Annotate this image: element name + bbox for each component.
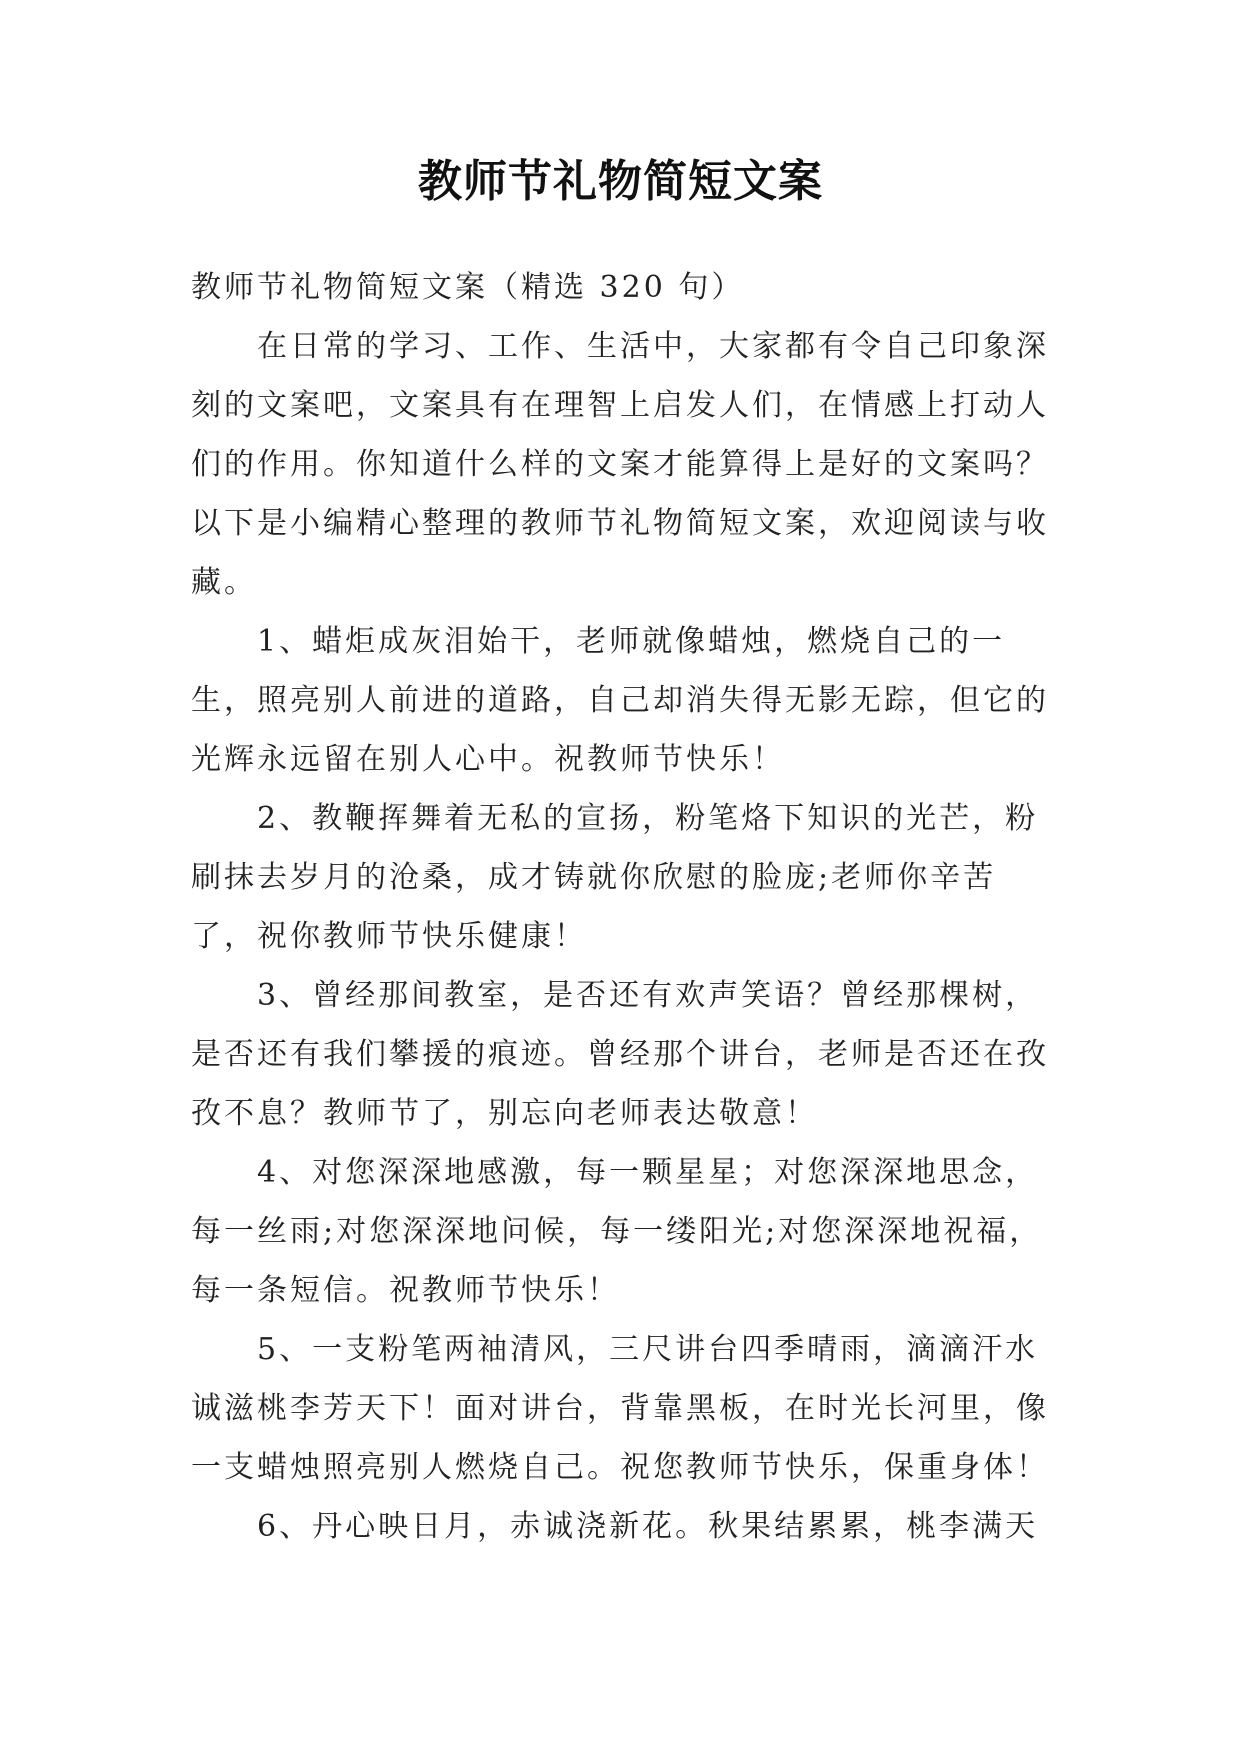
paragraph-item-6: 6、丹心映日月，赤诚浇新花。秋果结累累，桃李满天 [257,1509,1039,1544]
intro-paragraph: 在日常的学习、工作、生活中，大家都有令自己印象深刻的文案吧，文案具有在理智上启发人们，在情感上打动人们的作用。你知道什么样的文案才能算得上是好的文案吗？以下是小编精心整理的教师节礼物简短文案，欢迎阅读与收藏。 [191,329,1049,600]
paragraph-item-3: 3、曾经那间教室，是否还有欢声笑语？曾经那棵树，是否还有我们攀援的痕迹。曾经那个讲台，老师是否还在孜孜不息？教师节了，别忘向老师表达敬意！ [191,978,1049,1131]
paragraph-item-4: 4、对您深深地感激，每一颗星星；对您深深地思念，每一丝雨;对您深深地问候，每一缕阳光;对您深深地祝福，每一条短信。祝教师节快乐！ [191,1155,1043,1308]
paragraph-item-5: 5、一支粉笔两袖清风，三尺讲台四季晴雨，滴滴汗水诚滋桃李芳天下！面对讲台，背靠黑板，在时光长河里，像一支蜡烛照亮别人燃烧自己。祝您教师节快乐，保重身体！ [191,1332,1049,1485]
paragraph-item-2: 2、教鞭挥舞着无私的宣扬，粉笔烙下知识的光芒，粉刷抹去岁月的沧桑，成才铸就你欣慰的脸庞;老师你辛苦了，祝你教师节快乐健康！ [191,801,1039,954]
document-subtitle: 教师节礼物简短文案（精选 320 句） [191,270,745,305]
paragraph-item-1: 1、蜡炬成灰泪始干，老师就像蜡烛，燃烧自己的一生，照亮别人前进的道路，自己却消失得无影无踪，但它的光辉永远留在别人心中。祝教师节快乐！ [191,624,1049,777]
document-title: 教师节礼物简短文案 [418,156,823,207]
document-body [191,258,1053,1556]
